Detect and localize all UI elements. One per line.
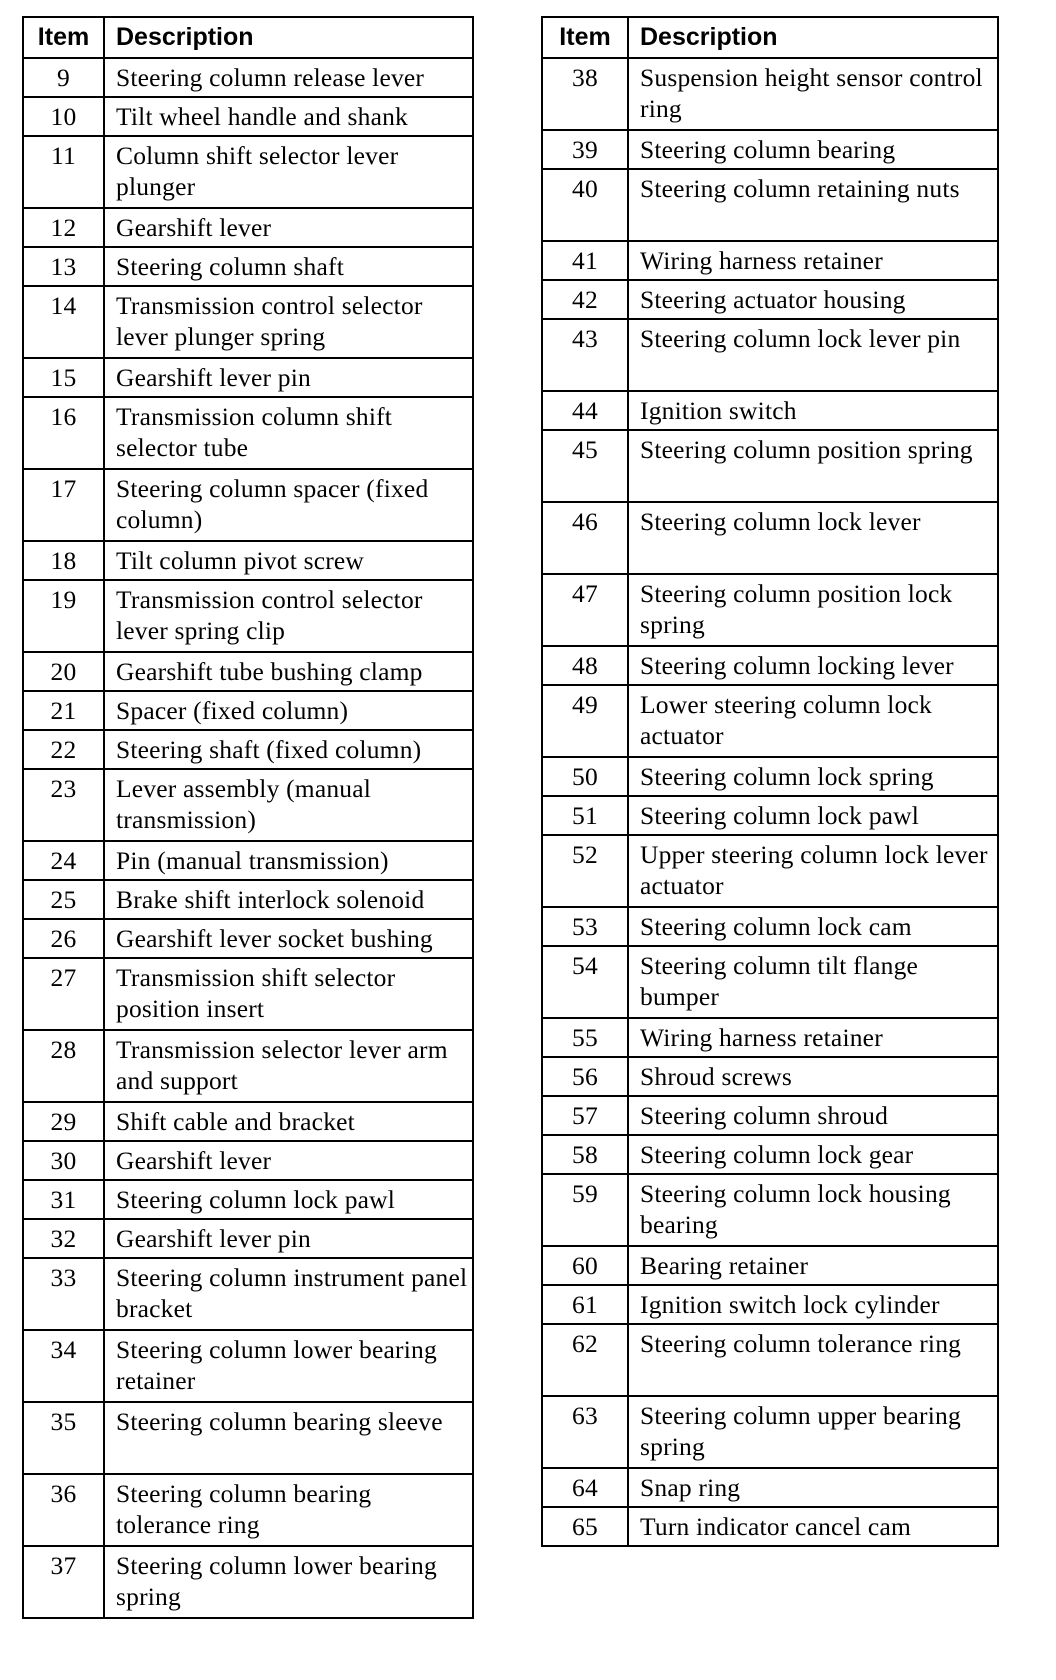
- item-number: 61: [542, 1285, 628, 1324]
- table-row: [23, 541, 473, 580]
- item-number: 31: [23, 1180, 104, 1219]
- item-description: Steering column lock lever: [628, 502, 998, 574]
- item-description: Lower steering column lock actuator: [628, 685, 998, 757]
- table-row: [542, 1057, 998, 1096]
- item-number: 45: [542, 430, 628, 502]
- item-description: Gearshift tube bushing clamp: [104, 652, 473, 691]
- table-row: [23, 97, 473, 136]
- item-description: Steering column lower bearing spring: [104, 1546, 473, 1618]
- item-number: 11: [23, 136, 104, 208]
- table-row: [23, 841, 473, 880]
- item-number: 47: [542, 574, 628, 646]
- item-description: Transmission control selector lever plunger spring: [104, 286, 473, 358]
- item-description: Steering column shaft: [104, 247, 473, 286]
- item-description: Gearshift lever pin: [104, 1219, 473, 1258]
- item-description: Upper steering column lock lever actuator: [628, 835, 998, 907]
- item-number: 64: [542, 1468, 628, 1507]
- table-row: [23, 136, 473, 208]
- item-description: Gearshift lever socket bushing: [104, 919, 473, 958]
- item-description: Ignition switch lock cylinder: [628, 1285, 998, 1324]
- item-number: 40: [542, 169, 628, 241]
- table-row: [23, 247, 473, 286]
- item-description: Ignition switch: [628, 391, 998, 430]
- item-description: Steering column lock lever pin: [628, 319, 998, 391]
- header-row: [23, 17, 473, 58]
- item-number: 16: [23, 397, 104, 469]
- item-number: 36: [23, 1474, 104, 1546]
- table-row: [23, 919, 473, 958]
- item-description: Steering column upper bearing spring: [628, 1396, 998, 1468]
- item-number: 56: [542, 1057, 628, 1096]
- item-description: Transmission control selector lever spring clip: [104, 580, 473, 652]
- table-row: [542, 1324, 998, 1396]
- table-row: [23, 730, 473, 769]
- table-row: [542, 646, 998, 685]
- item-description: Steering column tilt flange bumper: [628, 946, 998, 1018]
- item-description: Turn indicator cancel cam: [628, 1507, 998, 1546]
- table-row: [542, 430, 998, 502]
- table-row: [23, 208, 473, 247]
- item-number: 15: [23, 358, 104, 397]
- item-description: Steering column locking lever: [628, 646, 998, 685]
- item-number: 22: [23, 730, 104, 769]
- table-row: [23, 652, 473, 691]
- table-row: [23, 1402, 473, 1474]
- item-number: 37: [23, 1546, 104, 1618]
- item-description: Gearshift lever pin: [104, 358, 473, 397]
- table-row: [542, 1096, 998, 1135]
- item-number: 51: [542, 796, 628, 835]
- item-number: 58: [542, 1135, 628, 1174]
- item-description: Steering column position spring: [628, 430, 998, 502]
- item-number: 12: [23, 208, 104, 247]
- table-row: [542, 1018, 998, 1057]
- item-number: 19: [23, 580, 104, 652]
- table-row: [23, 1330, 473, 1402]
- item-number: 43: [542, 319, 628, 391]
- item-description: Steering column release lever: [104, 58, 473, 97]
- item-description: Steering column lock pawl: [628, 796, 998, 835]
- table-row: [542, 1507, 998, 1546]
- table-row: [23, 1141, 473, 1180]
- table-row: [542, 796, 998, 835]
- parts-table-left: [22, 16, 474, 1619]
- item-number: 35: [23, 1402, 104, 1474]
- table-row: [23, 469, 473, 541]
- item-number: 32: [23, 1219, 104, 1258]
- item-number: 9: [23, 58, 104, 97]
- item-number: 55: [542, 1018, 628, 1057]
- table-row: [23, 1219, 473, 1258]
- item-description: Steering column lock spring: [628, 757, 998, 796]
- item-description: Shroud screws: [628, 1057, 998, 1096]
- item-description: Lever assembly (manual transmission): [104, 769, 473, 841]
- item-number: 63: [542, 1396, 628, 1468]
- item-description: Gearshift lever: [104, 208, 473, 247]
- item-number: 29: [23, 1102, 104, 1141]
- item-number: 34: [23, 1330, 104, 1402]
- table-row: [542, 502, 998, 574]
- item-description: Steering column retaining nuts: [628, 169, 998, 241]
- item-description: Steering column lock housing bearing: [628, 1174, 998, 1246]
- item-number: 52: [542, 835, 628, 907]
- item-number: 21: [23, 691, 104, 730]
- item-number: 20: [23, 652, 104, 691]
- item-number: 59: [542, 1174, 628, 1246]
- item-description: Brake shift interlock solenoid: [104, 880, 473, 919]
- item-number: 17: [23, 469, 104, 541]
- item-number: 13: [23, 247, 104, 286]
- item-number: 25: [23, 880, 104, 919]
- item-number: 60: [542, 1246, 628, 1285]
- table-row: [542, 1468, 998, 1507]
- table-row: [23, 769, 473, 841]
- item-number: 49: [542, 685, 628, 757]
- item-number: 27: [23, 958, 104, 1030]
- item-number: 10: [23, 97, 104, 136]
- table-row: [23, 286, 473, 358]
- header-item: Item: [542, 17, 628, 58]
- table-body-right: [542, 58, 998, 1546]
- table-row: [542, 835, 998, 907]
- header-description: Description: [104, 17, 473, 58]
- item-description: Transmission column shift selector tube: [104, 397, 473, 469]
- table-row: [542, 907, 998, 946]
- item-description: Steering column bearing sleeve: [104, 1402, 473, 1474]
- table-row: [542, 130, 998, 169]
- parts-table-right: [541, 16, 999, 1547]
- item-number: 44: [542, 391, 628, 430]
- item-number: 46: [542, 502, 628, 574]
- item-number: 53: [542, 907, 628, 946]
- item-description: Steering column tolerance ring: [628, 1324, 998, 1396]
- table-row: [23, 1474, 473, 1546]
- header-row: [542, 17, 998, 58]
- table-row: [542, 946, 998, 1018]
- item-number: 26: [23, 919, 104, 958]
- item-description: Wiring harness retainer: [628, 1018, 998, 1057]
- item-number: 24: [23, 841, 104, 880]
- table-row: [542, 1135, 998, 1174]
- table-row: [542, 391, 998, 430]
- table-row: [542, 241, 998, 280]
- item-number: 48: [542, 646, 628, 685]
- item-number: 28: [23, 1030, 104, 1102]
- item-description: Steering column position lock spring: [628, 574, 998, 646]
- table-row: [23, 1180, 473, 1219]
- table-row: [23, 397, 473, 469]
- table-row: [23, 1102, 473, 1141]
- item-number: 41: [542, 241, 628, 280]
- item-description: Steering column lock gear: [628, 1135, 998, 1174]
- item-description: Snap ring: [628, 1468, 998, 1507]
- item-description: Steering column bearing tolerance ring: [104, 1474, 473, 1546]
- item-description: Steering actuator housing: [628, 280, 998, 319]
- table-row: [542, 319, 998, 391]
- table-body-left: [23, 58, 473, 1618]
- item-number: 23: [23, 769, 104, 841]
- item-description: Suspension height sensor control ring: [628, 58, 998, 130]
- item-number: 33: [23, 1258, 104, 1330]
- table-row: [23, 358, 473, 397]
- item-description: Steering column shroud: [628, 1096, 998, 1135]
- item-description: Column shift selector lever plunger: [104, 136, 473, 208]
- item-number: 42: [542, 280, 628, 319]
- table-row: [542, 1246, 998, 1285]
- table-row: [542, 169, 998, 241]
- table-row: [23, 1030, 473, 1102]
- item-description: Steering column bearing: [628, 130, 998, 169]
- table-row: [23, 958, 473, 1030]
- item-number: 62: [542, 1324, 628, 1396]
- table-row: [23, 58, 473, 97]
- header-item: Item: [23, 17, 104, 58]
- table-row: [542, 58, 998, 130]
- item-description: Gearshift lever: [104, 1141, 473, 1180]
- item-number: 39: [542, 130, 628, 169]
- table-row: [542, 1285, 998, 1324]
- item-description: Steering shaft (fixed column): [104, 730, 473, 769]
- header-description: Description: [628, 17, 998, 58]
- table-row: [542, 1174, 998, 1246]
- item-description: Tilt column pivot screw: [104, 541, 473, 580]
- item-description: Steering column lock cam: [628, 907, 998, 946]
- item-description: Spacer (fixed column): [104, 691, 473, 730]
- item-description: Steering column lower bearing retainer: [104, 1330, 473, 1402]
- item-description: Steering column instrument panel bracket: [104, 1258, 473, 1330]
- table-row: [23, 691, 473, 730]
- item-description: Shift cable and bracket: [104, 1102, 473, 1141]
- table-row: [542, 1396, 998, 1468]
- item-number: 65: [542, 1507, 628, 1546]
- table-row: [23, 1546, 473, 1618]
- item-number: 54: [542, 946, 628, 1018]
- item-description: Tilt wheel handle and shank: [104, 97, 473, 136]
- item-number: 30: [23, 1141, 104, 1180]
- table-row: [23, 880, 473, 919]
- item-description: Bearing retainer: [628, 1246, 998, 1285]
- table-row: [23, 1258, 473, 1330]
- item-description: Steering column spacer (fixed column): [104, 469, 473, 541]
- item-description: Wiring harness retainer: [628, 241, 998, 280]
- table-row: [542, 574, 998, 646]
- item-number: 57: [542, 1096, 628, 1135]
- item-description: Pin (manual transmission): [104, 841, 473, 880]
- item-number: 14: [23, 286, 104, 358]
- table-row: [23, 580, 473, 652]
- item-number: 50: [542, 757, 628, 796]
- item-description: Steering column lock pawl: [104, 1180, 473, 1219]
- table-row: [542, 280, 998, 319]
- item-description: Transmission shift selector position insert: [104, 958, 473, 1030]
- item-description: Transmission selector lever arm and support: [104, 1030, 473, 1102]
- item-number: 18: [23, 541, 104, 580]
- table-row: [542, 757, 998, 796]
- item-number: 38: [542, 58, 628, 130]
- table-row: [542, 685, 998, 757]
